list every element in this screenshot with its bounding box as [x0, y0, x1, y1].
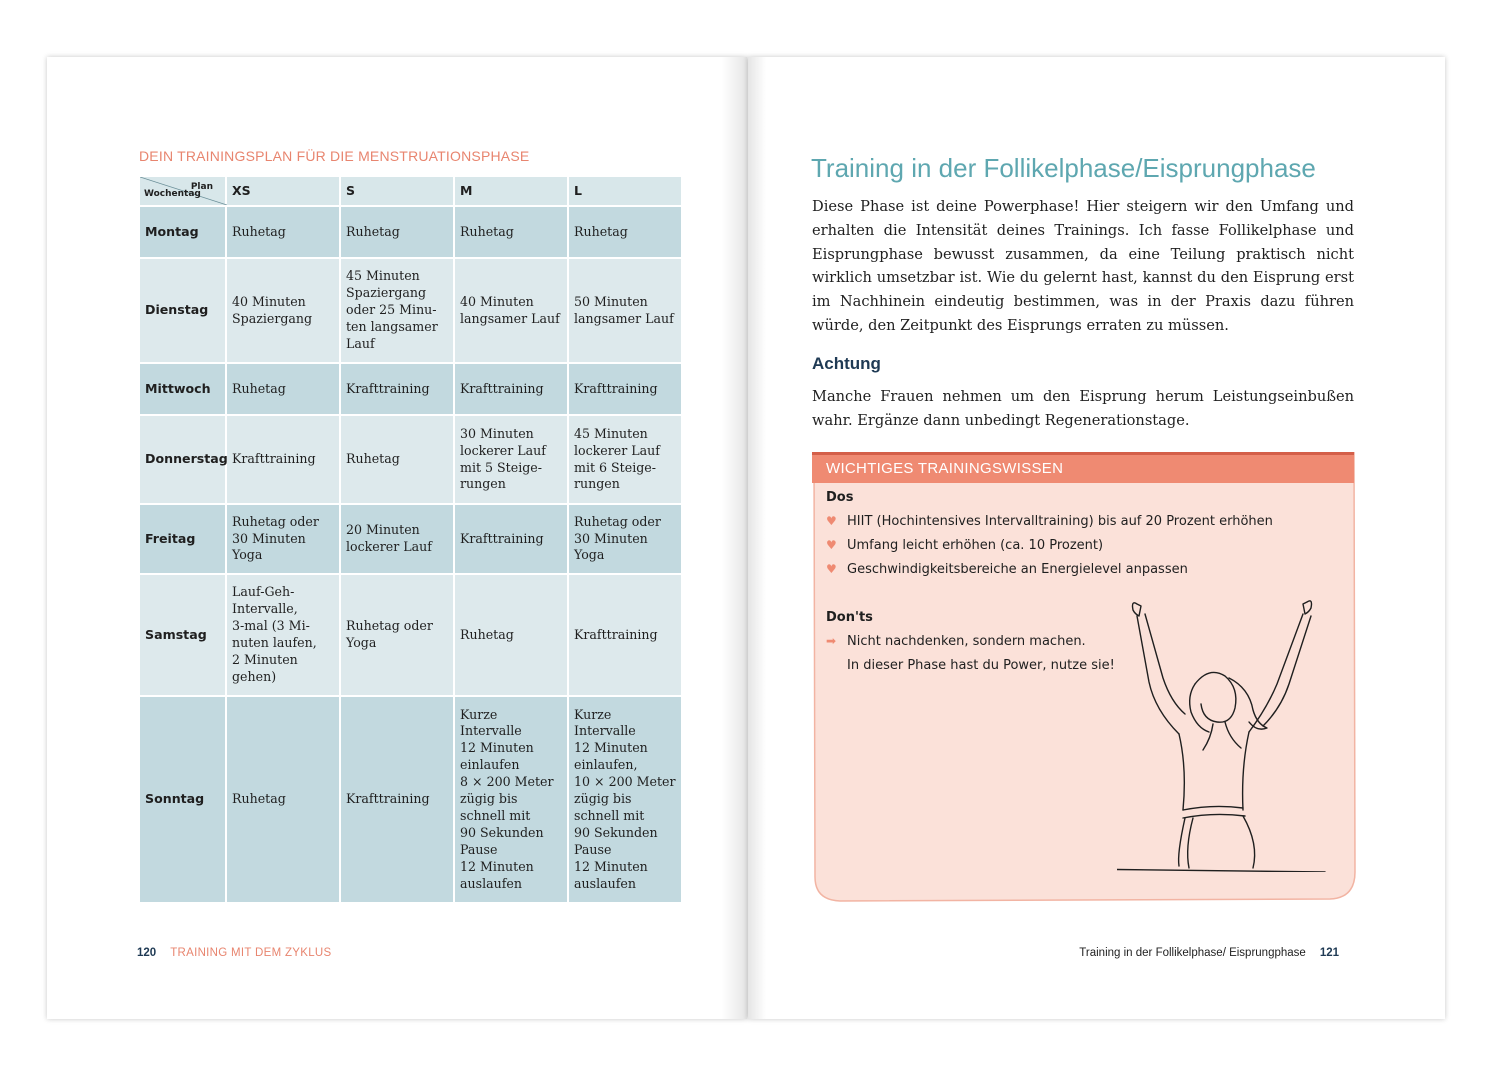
- donts-line: In dieser Phase hast du Power, nutze sie!: [847, 658, 1115, 673]
- gutter-shadow: [721, 57, 747, 1019]
- plan-cell: Ruhetag: [454, 206, 568, 258]
- plan-cell: Krafttraining: [340, 363, 454, 415]
- box-title: WICHTIGES TRAININGSWISSEN: [812, 452, 1354, 483]
- plan-cell: Ruhetag: [568, 206, 682, 258]
- section-title: Training in der Follikelphase/Eisprungphase: [811, 153, 1316, 183]
- folio-left: [137, 947, 332, 959]
- table-row: [139, 504, 682, 574]
- weekday-cell: Samstag: [139, 574, 226, 696]
- weekday-cell: Freitag: [139, 504, 226, 574]
- table-row: [139, 696, 682, 903]
- note-paragraph: Manche Frauen nehmen um den Eisprung herum Leistungseinbußen wahr. Ergänze dann unbedingt Regenerationstage.: [812, 388, 1354, 429]
- plan-cell: Krafttraining: [226, 415, 340, 504]
- plan-cell: Ruhetag: [340, 206, 454, 258]
- right-page: [748, 57, 1445, 1019]
- plan-cell: Ruhetag oder 30 Minuten Yoga: [226, 504, 340, 574]
- donts-heading: Don'ts: [826, 610, 873, 625]
- running-head: TRAINING MIT DEM ZYKLUS: [170, 947, 332, 959]
- corner-label-plan: Plan: [190, 182, 213, 192]
- plan-cell: Ruhetag: [340, 415, 454, 504]
- column-header: M: [454, 176, 568, 206]
- woman-arms-raised-illustration: [1117, 592, 1327, 872]
- weekday-cell: Dienstag: [139, 258, 226, 363]
- dos-item: Geschwindigkeitsbereiche an Energielevel anpassen: [847, 562, 1188, 577]
- plan-cell: Krafttraining: [568, 574, 682, 696]
- plan-cell: 45 Minuten Spaziergang oder 25 Minu- ten langsamer Lauf: [340, 258, 454, 363]
- column-header: L: [568, 176, 682, 206]
- dos-item: Umfang leicht erhöhen (ca. 10 Prozent): [847, 538, 1104, 553]
- subheading-achtung: Achtung: [812, 354, 881, 373]
- plan-cell: 40 Minuten langsamer Lauf: [454, 258, 568, 363]
- plan-cell: Ruhetag: [454, 574, 568, 696]
- gutter-shadow: [748, 57, 766, 1019]
- column-header: XS: [226, 176, 340, 206]
- plan-cell: 45 Minuten lockerer Lauf mit 6 Steige- rungen: [568, 415, 682, 504]
- plan-cell: Ruhetag oder Yoga: [340, 574, 454, 696]
- plan-cell: Kurze Intervalle 12 Minuten einlaufen, 10 × 200 Meter zügig bis schnell mit 90 Sekunden Pause 12 Minuten auslaufen: [568, 696, 682, 903]
- folio-right: [1079, 947, 1339, 959]
- plan-cell: Ruhetag: [226, 696, 340, 903]
- weekday-cell: Mittwoch: [139, 363, 226, 415]
- plan-cell: Ruhetag: [226, 363, 340, 415]
- dos-heading: Dos: [826, 490, 854, 505]
- weekday-cell: Sonntag: [139, 696, 226, 903]
- page-number: 120: [137, 947, 157, 959]
- plan-cell: Kurze Intervalle 12 Minuten einlaufen 8 × 200 Meter zügig bis schnell mit 90 Sekunden Pause 12 Minuten auslaufen: [454, 696, 568, 903]
- table-corner-cell: [139, 176, 226, 206]
- training-knowledge-box: [812, 452, 1357, 904]
- plan-cell: Ruhetag oder 30 Minuten Yoga: [568, 504, 682, 574]
- plan-cell: Lauf-Geh- Intervalle, 3-mal (3 Mi- nuten laufen, 2 Minuten gehen): [226, 574, 340, 696]
- arrow-right-icon: ➡: [826, 634, 837, 648]
- plan-cell: 20 Minuten lockerer Lauf: [340, 504, 454, 574]
- plan-cell: Krafttraining: [340, 696, 454, 903]
- training-plan-table: [138, 175, 683, 904]
- table-row: [139, 206, 682, 258]
- corner-label-weekday: Wochentag: [144, 189, 201, 200]
- heart-icon: ♥: [826, 514, 837, 528]
- table-header-row: [139, 176, 682, 206]
- intro-paragraph: Diese Phase ist deine Powerphase! Hier steigern wir den Umfang und erhalten die Intensität deines Trainings. Ich fasse Follikelphase und Eisprungphase bewusst zusammen, da eine Teilung praktisch nicht wirklich umsetzbar ist. Wie du gelernt hast, kannst du den Eisprung erst im Nachhinein eindeutig bestimmen, was in der Praxis dazu führen würde, den Zeitpunkt des Eisprungs erraten zu müssen.: [812, 198, 1354, 334]
- table-row: [139, 363, 682, 415]
- weekday-cell: Montag: [139, 206, 226, 258]
- donts-line: Nicht nachdenken, sondern machen.: [847, 634, 1086, 649]
- table-row: [139, 415, 682, 504]
- left-page: [47, 57, 747, 1019]
- plan-cell: Krafttraining: [454, 504, 568, 574]
- plan-cell: Ruhetag: [226, 206, 340, 258]
- heart-icon: ♥: [826, 538, 837, 552]
- heart-icon: ♥: [826, 562, 837, 576]
- dos-item: HIIT (Hochintensives Intervalltraining) bis auf 20 Prozent erhöhen: [847, 514, 1273, 529]
- column-header: S: [340, 176, 454, 206]
- plan-cell: Krafttraining: [568, 363, 682, 415]
- plan-title: DEIN TRAININGSPLAN FÜR DIE MENSTRUATIONSPHASE: [139, 148, 530, 164]
- weekday-cell: Donnerstag: [139, 415, 226, 504]
- plan-cell: 40 Minuten Spaziergang: [226, 258, 340, 363]
- page-number: 121: [1319, 947, 1339, 959]
- running-head: Training in der Follikelphase/ Eisprungphase: [1079, 947, 1306, 959]
- plan-cell: 30 Minuten lockerer Lauf mit 5 Steige- rungen: [454, 415, 568, 504]
- table-row: [139, 258, 682, 363]
- plan-cell: Krafttraining: [454, 363, 568, 415]
- table-row: [139, 574, 682, 696]
- plan-cell: 50 Minuten langsamer Lauf: [568, 258, 682, 363]
